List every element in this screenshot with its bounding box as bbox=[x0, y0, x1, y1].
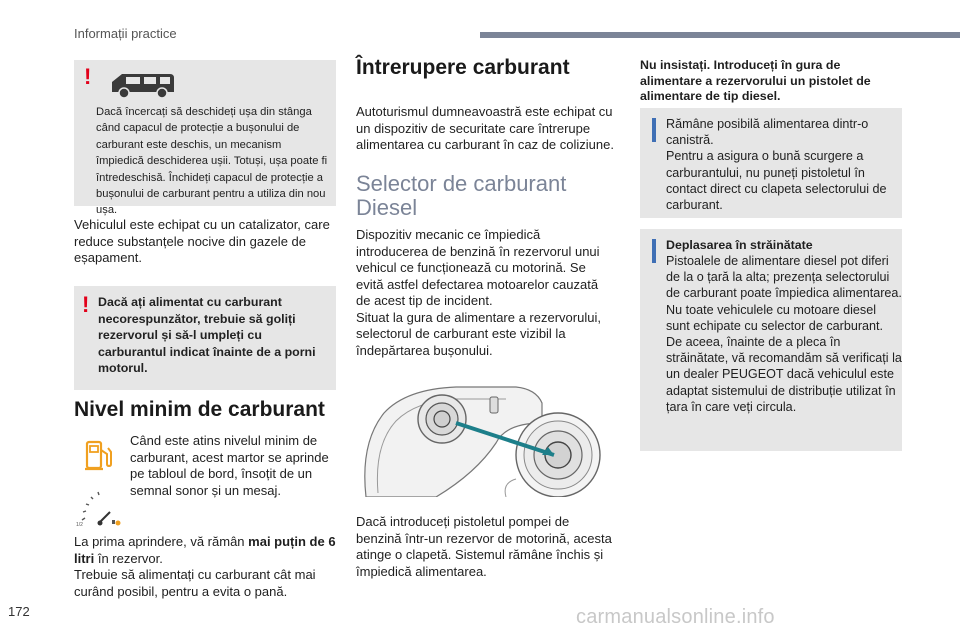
svg-text:1/2: 1/2 bbox=[76, 522, 83, 528]
info-icon bbox=[652, 120, 656, 142]
info-box-canistra bbox=[640, 108, 902, 218]
warning-exclamation-icon: ! bbox=[82, 292, 90, 317]
intrerupere-heading: Întrerupere carburant bbox=[356, 56, 570, 79]
prima-text-2: în rezervor. bbox=[94, 550, 163, 566]
warning-box-door bbox=[74, 60, 336, 217]
info-strainatate-text: Pistoalele de alimentare diesel pot diferi de la o țară la alta; prezența selectorului de carburant poate împiedica alimentarea. Nu toate vehiculele cu motoare diesel sunt echipate cu selector de carburant. De aceea, înainte de a pleca în străinătate, vă recomandăm să verificați la un dealer PEUGEOT dacă vehiculul este adaptat sistemului de distribuție utilizat în țara în care veți circula. bbox=[666, 254, 902, 414]
info-canistra-text: Rămâne posibilă alimentarea dintr-o canistră. Pentru a asigura o bună scurgere a carburantului, nu puneți pistoletul în contact direct cu clapeta selectorului de carburant. bbox=[666, 117, 887, 213]
prima-text-1: La prima aprindere, vă rămân bbox=[74, 534, 249, 549]
van-icon bbox=[108, 68, 178, 102]
catalyst-paragraph: Vehiculul este echipat cu un catalizator, care reduce substanțele nocive din gazele de eșapament. bbox=[74, 217, 330, 265]
info-strainatate-title: Deplasarea în străinătate bbox=[666, 238, 813, 252]
selector-text-1: Dispozitiv mecanic ce împiedică introducerea de benzină în rezervorul unui vehicul ce funcționează cu motorină. Se evită astfel defectarea motoarelor cauzată de acest tip de incident. bbox=[356, 227, 600, 308]
watermark: carmanualsonline.info bbox=[576, 606, 775, 628]
prima-aprindere-paragraph bbox=[74, 534, 336, 600]
selector-text-2: Situat la gura de alimentare a rezervorului, selectorul de carburant este vizibil la îndepărtarea bușonului. bbox=[356, 309, 601, 358]
info-icon bbox=[652, 241, 656, 263]
intrerupere-paragraph: Autoturismul dumneavoastră este echipat cu un dispozitiv de securitate care întrerupe alimentarea cu carburant în caz de coliziune. bbox=[356, 104, 614, 152]
info-box-strainatate bbox=[640, 229, 902, 451]
selector-diesel-heading: Selector de carburant Diesel bbox=[356, 171, 567, 220]
prima-text-bold: mai puțin de 6 litri bbox=[74, 534, 336, 566]
prima-text-3: Trebuie să alimentați cu carburant cât mai curând posibil, pentru a evita o pană. bbox=[74, 567, 316, 599]
nivel-minim-heading: Nivel minim de carburant bbox=[74, 398, 325, 421]
diesel-filler-illustration bbox=[356, 383, 614, 497]
warning-wrong-fuel-text: Dacă ați alimentat cu carburant necorespunzător, trebuie să goliți rezervorul și să-l umpleți cu carburantul indicat înainte de a porni motorul. bbox=[98, 295, 316, 376]
warning-exclamation-icon: ! bbox=[84, 64, 92, 89]
warning-box-wrong-fuel bbox=[74, 286, 336, 390]
page-number: 172 bbox=[8, 604, 30, 619]
nivel-minim-text: Când este atins nivelul minim de carburant, acest martor se aprinde pe tabloul de bord, însoțit de un semnal sonor și un mesaj. bbox=[130, 433, 329, 498]
warning-door-text: Dacă încercați să deschideți ușa din stânga când capacul de protecție a bușonului de carburant este deschis, un mecanism împiedică deschiderea ușii. Totuși, ușa poate fi întredeschisă. Închideți capacul de protecție a bușonului de carburant pentru a utiliza din nou ușa. bbox=[96, 106, 328, 217]
fuel-pump-icon bbox=[84, 438, 114, 472]
header-bar bbox=[480, 32, 960, 38]
selector-diesel-paragraph bbox=[356, 227, 614, 359]
pistol-benzina-paragraph: Dacă introduceți pistoletul pompei de benzină într-un rezervor de motorină, acesta atinge o clapetă. Sistemul rămâne închis și împiedică alimentarea. bbox=[356, 514, 612, 579]
section-header: Informații practice bbox=[74, 26, 177, 41]
fuel-gauge-icon bbox=[76, 486, 124, 528]
nu-insistati-text: Nu insistați. Introduceți în gura de alimentare a rezervorului un pistolet de alimentare de tip diesel. bbox=[640, 58, 871, 104]
